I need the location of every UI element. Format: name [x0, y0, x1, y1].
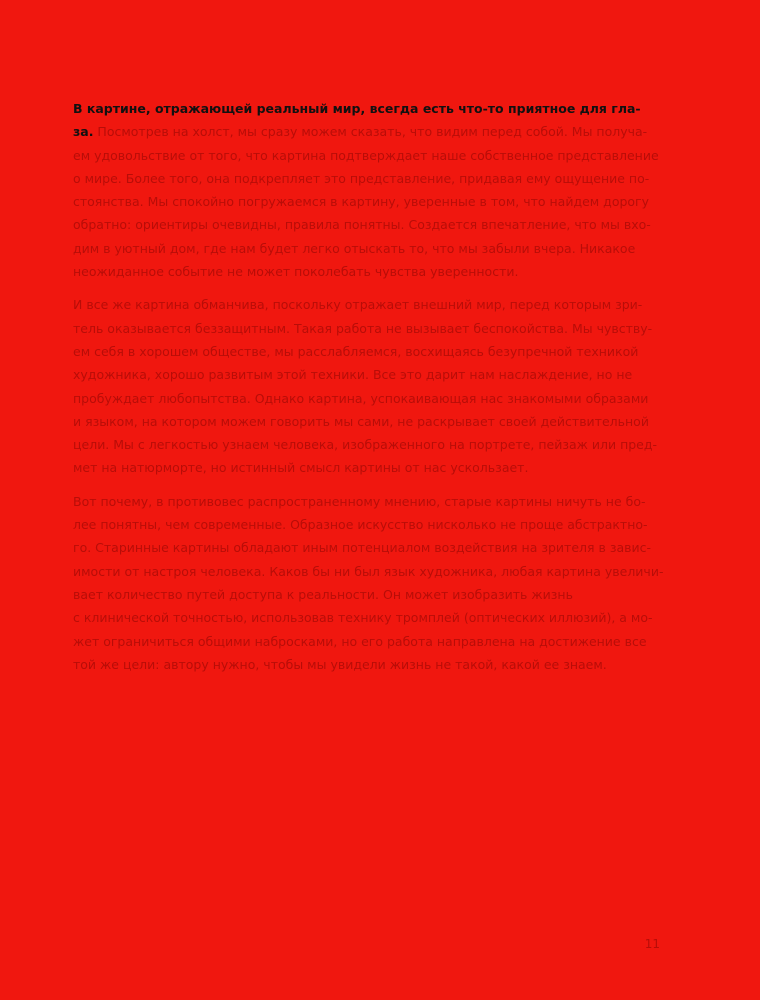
text-line — [73, 606, 663, 629]
text-line — [73, 260, 663, 283]
line-text: о мире. Более того, она подкрепляет это представление, придавая ему ощущение по- — [73, 170, 650, 186]
text-line — [73, 363, 663, 386]
text-line — [73, 293, 663, 316]
text-line — [73, 340, 663, 363]
text-line — [73, 560, 663, 583]
line-text: стоянства. Мы спокойно погружаемся в картину, уверенные в том, что найдем дорогу — [73, 194, 650, 210]
line-text: цели. Мы с легкостью узнаем человека, изображенного на портрете, пейзаж или пред- — [73, 437, 658, 453]
line-text: жет ограничиться общими набросками, но его работа направлена на достижение все — [73, 633, 647, 649]
line-text: Посмотрев на холст, мы сразу можем сказать, что видим перед собой. Мы получа- — [93, 124, 648, 140]
paragraph — [73, 97, 663, 283]
line-text: пробуждает любопытства. Однако картина, успокаивающая нас знакомыми образами — [73, 390, 649, 406]
line-text: с клинической точностью, использовав технику тромплей (оптических иллюзий), а мо- — [73, 610, 653, 626]
line-text: вает количество путей доступа к реальности. Он может изобразить жизнь — [73, 586, 573, 602]
lead-sentence: В картине, отражающей реальный мир, всегда есть что-то приятное для гла- — [73, 101, 641, 116]
text-line — [73, 433, 663, 456]
body-text — [73, 97, 663, 686]
paragraph — [73, 293, 663, 479]
line-text: го. Старинные картины обладают иным потенциалом воздействия на зрителя в завис- — [73, 540, 652, 556]
line-text: и языком, на котором можем говорить мы сами, не раскрывает своей действительной — [73, 413, 649, 429]
text-line — [73, 237, 663, 260]
line-text: тель оказывается беззащитным. Такая работа не вызывает беспокойства. Мы чувству- — [73, 320, 653, 336]
line-text: лее понятны, чем современные. Образное искусство нисколько не проще абстрактно- — [73, 517, 648, 533]
line-text: дим в уютный дом, где нам будет легко отыскать то, что мы забыли вчера. Никакое — [73, 240, 636, 256]
line-text: неожиданное событие не может поколебать чувства уверенности. — [73, 264, 519, 280]
line-text: художника, хорошо развитым этой техники. Все это дарит нам наслаждение, но не — [73, 367, 633, 383]
line-text: мет на натюрморте, но истинный смысл картины от нас ускользает. — [73, 460, 529, 476]
text-line — [73, 456, 663, 479]
line-text: имости от настроя человека. Каков бы ни был язык художника, любая картина увеличи- — [73, 563, 664, 579]
line-text: той же цели: автору нужно, чтобы мы увидели жизнь не такой, какой ее знаем. — [73, 656, 607, 672]
line-text: обратно: ориентиры очевидны, правила понятны. Создается впечатление, что мы вхо- — [73, 217, 651, 233]
line-text: Вот почему, в противовес распространенному мнению, старые картины ничуть не бо- — [73, 493, 646, 509]
lead-sentence: за. — [73, 124, 94, 140]
text-line — [73, 387, 663, 410]
paragraph — [73, 490, 663, 676]
text-line — [73, 536, 663, 559]
text-line — [73, 317, 663, 340]
text-line — [73, 190, 663, 213]
text-line — [73, 653, 663, 676]
line-text: И все же картина обманчива, поскольку отражает внешний мир, перед которым зри- — [73, 297, 643, 313]
line-text: ем себя в хорошем обществе, мы расслабляемся, восхищаясь безупречной техникой — [73, 343, 639, 359]
text-line — [73, 97, 663, 120]
text-line — [73, 630, 663, 653]
text-line — [73, 120, 663, 143]
text-line — [73, 490, 663, 513]
page-number: 11 — [644, 937, 660, 951]
text-line — [73, 583, 663, 606]
text-line — [73, 144, 663, 167]
text-line — [73, 513, 663, 536]
text-line — [73, 167, 663, 190]
line-text: ем удовольствие от того, что картина подтверждает наше собственное представление — [73, 147, 659, 163]
text-line — [73, 410, 663, 433]
text-line — [73, 213, 663, 236]
